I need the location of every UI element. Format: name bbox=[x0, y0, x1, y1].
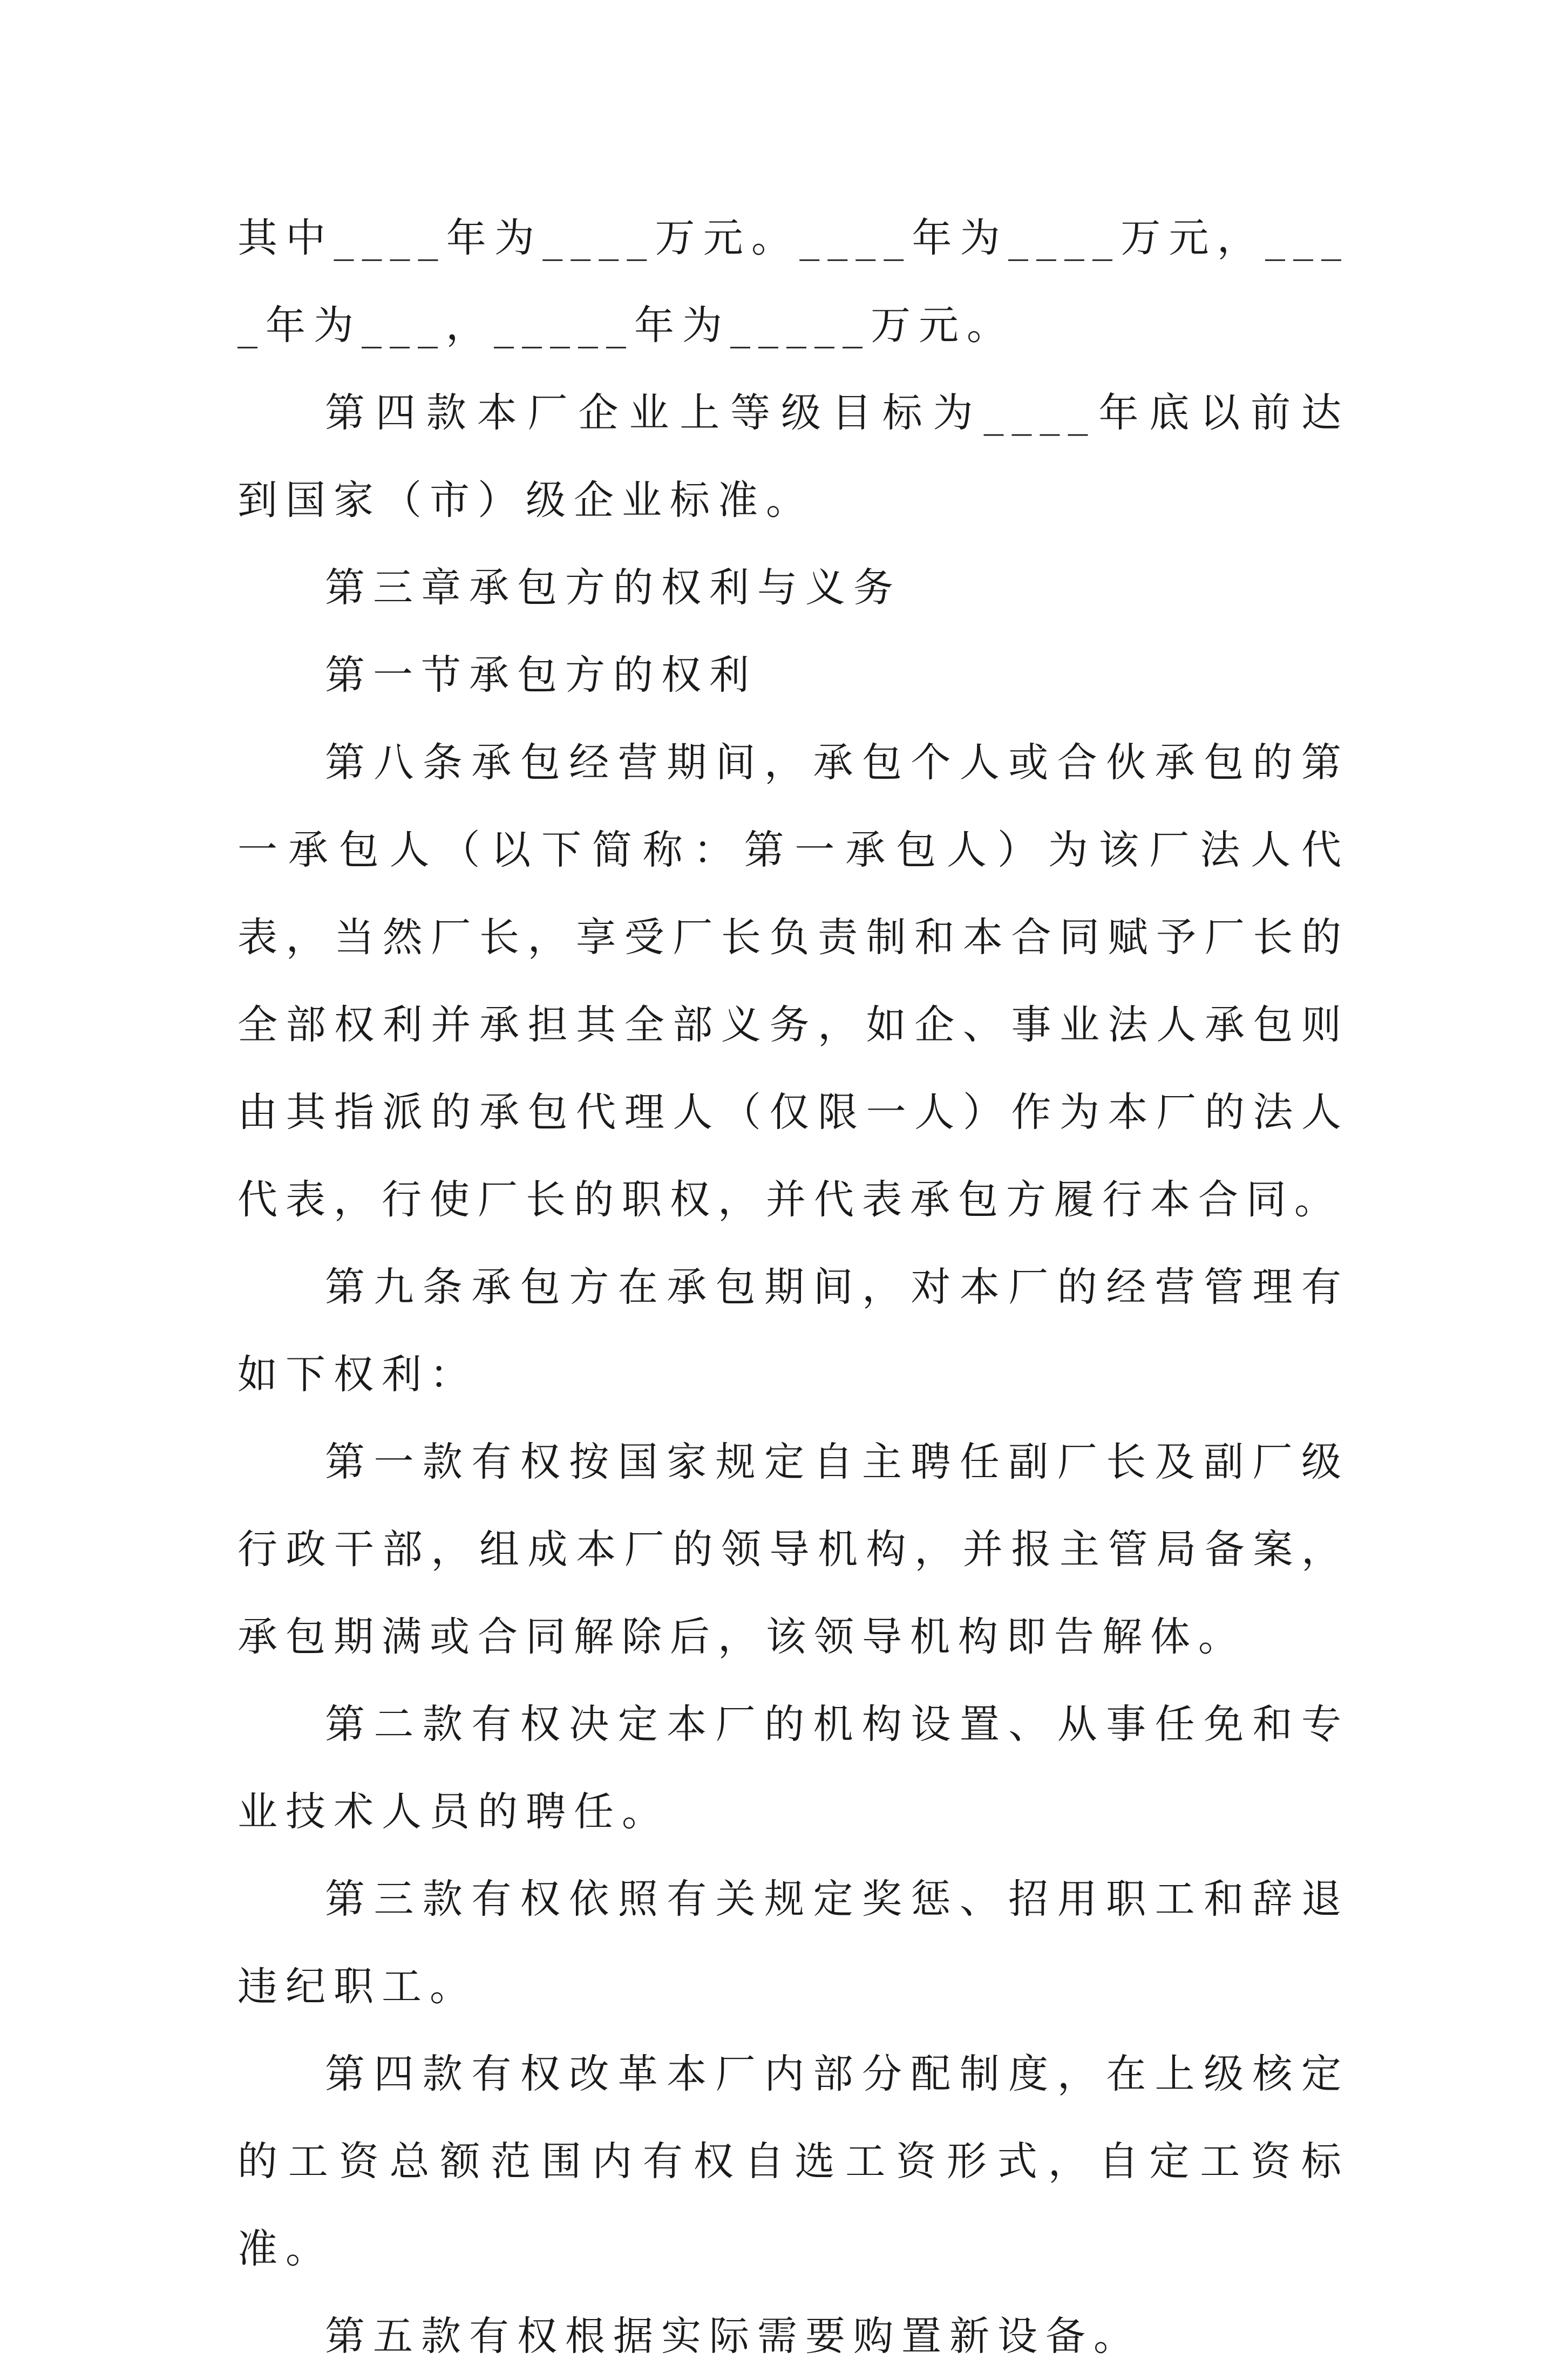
body-text bbox=[237, 194, 1349, 2380]
article-9: 第九条承包方在承包期间，对本厂的经营管理有如下权利： bbox=[237, 1264, 1349, 1398]
article-9-clause-5: 第五款有权根据实际需要购置新设备。 bbox=[325, 2313, 1142, 2359]
paragraph-payment-schedule: 其中____年为____万元。____年为____万元，____年为___，_____年为_____万元。 bbox=[237, 215, 1349, 349]
article-9-clause-4: 第四款有权改革本厂内部分配制度，在上级核定的工资总额范围内有权自选工资形式，自定工资标准。 bbox=[237, 2051, 1349, 2272]
article-9-clause-1: 第一款有权按国家规定自主聘任副厂长及副厂级行政干部，组成本厂的领导机构，并报主管局备案，承包期满或合同解除后，该领导机构即告解体。 bbox=[237, 1439, 1349, 1660]
article-9-clause-2: 第二款有权决定本厂的机构设置、从事任免和专业技术人员的聘任。 bbox=[237, 1701, 1349, 1835]
section-1-heading: 第一节承包方的权利 bbox=[325, 652, 757, 698]
paragraph-clause-4-upgrade-target: 第四款本厂企业上等级目标为____年底以前达到国家（市）级企业标准。 bbox=[237, 390, 1349, 523]
article-9-clause-3: 第三款有权依照有关规定奖惩、招用职工和辞退违纪职工。 bbox=[237, 1876, 1349, 2010]
article-8: 第八条承包经营期间，承包个人或合伙承包的第一承包人（以下简称：第一承包人）为该厂法人代表，当然厂长，享受厂长负责制和本合同赋予厂长的全部权利并承担其全部义务，如企、事业法人承包则由其指派的承包代理人（仅限一人）作为本厂的法人代表，行使厂长的职权，并代表承包方履行本合同。 bbox=[237, 739, 1349, 1223]
chapter-3-heading: 第三章承包方的权利与义务 bbox=[325, 565, 901, 611]
